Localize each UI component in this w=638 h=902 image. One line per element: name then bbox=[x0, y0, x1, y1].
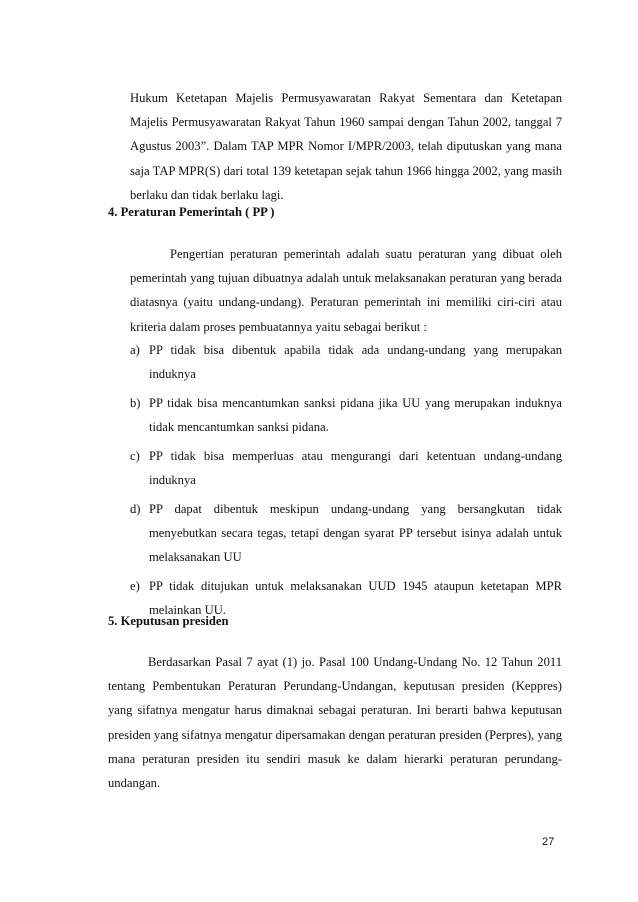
list-marker: e) bbox=[130, 579, 140, 593]
list-item bbox=[130, 444, 562, 492]
list-item-text: PP dapat dibentuk meskipun undang-undang yang bersangkutan tidak menyebutkan secara tegas, tetapi dengan syarat PP tersebut isinya adalah untuk melaksanakan UU bbox=[149, 502, 562, 564]
section-5-heading: 5. Keputusan presiden bbox=[108, 614, 229, 628]
list-item-text: PP tidak bisa mencantumkan sanksi pidana jika UU yang merupakan induknya tidak mencantumkan sanksi pidana. bbox=[149, 396, 562, 434]
list-marker: c) bbox=[130, 449, 140, 463]
list-marker: a) bbox=[130, 343, 140, 357]
list-item-text: PP tidak bisa memperluas atau mengurangi dari ketentuan undang-undang induknya bbox=[149, 449, 562, 487]
list-item bbox=[130, 391, 562, 439]
list-marker: b) bbox=[130, 396, 141, 410]
section-4-list bbox=[130, 338, 562, 627]
list-item bbox=[130, 497, 562, 569]
section-5-body: Berdasarkan Pasal 7 ayat (1) jo. Pasal 100 Undang-Undang No. 12 Tahun 2011 tentang Pembentukan Peraturan Perundang-Undangan, keputusan presiden (Keppres) yang sifatnya mengatur harus dimaknai sebagai peraturan. Ini berarti bahwa keputusan presiden yang sifatnya mengatur dipersamakan dengan peraturan presiden (Perpres), yang mana peraturan presiden itu sendiri masuk ke dalam hierarki peraturan perundang-undangan. bbox=[108, 655, 562, 791]
section-4-intro: Pengertian peraturan pemerintah adalah suatu peraturan yang dibuat oleh pemerintah yang tujuan dibuatnya adalah untuk melaksanakan peraturan yang berada diatasnya (yaitu undang-undang). Peraturan pemerintah ini memiliki ciri-ciri atau kriteria dalam proses pembuatannya yaitu sebagai berikut : bbox=[130, 247, 562, 334]
list-marker: d) bbox=[130, 502, 141, 516]
list-item-text: PP tidak ditujukan untuk melaksanakan UUD 1945 ataupun ketetapan MPR melainkan UU. bbox=[149, 579, 562, 617]
paragraph-continuation: Hukum Ketetapan Majelis Permusyawaratan Rakyat Sementara dan Ketetapan Majelis Permusyawaratan Rakyat Tahun 1960 sampai dengan Tahun 2002, tanggal 7 Agustus 2003”. Dalam TAP MPR Nomor I/MPR/2003, telah diputuskan yang mana saja TAP MPR(S) dari total 139 ketetapan sejak tahun 1966 hingga 2002, yang masih berlaku dan tidak berlaku lagi. bbox=[130, 91, 562, 202]
list-item bbox=[130, 338, 562, 386]
section-4-heading: 4. Peraturan Pemerintah ( PP ) bbox=[108, 205, 275, 219]
list-item-text: PP tidak bisa dibentuk apabila tidak ada undang-undang yang merupakan induknya bbox=[149, 343, 562, 381]
page-number: 27 bbox=[542, 836, 555, 848]
